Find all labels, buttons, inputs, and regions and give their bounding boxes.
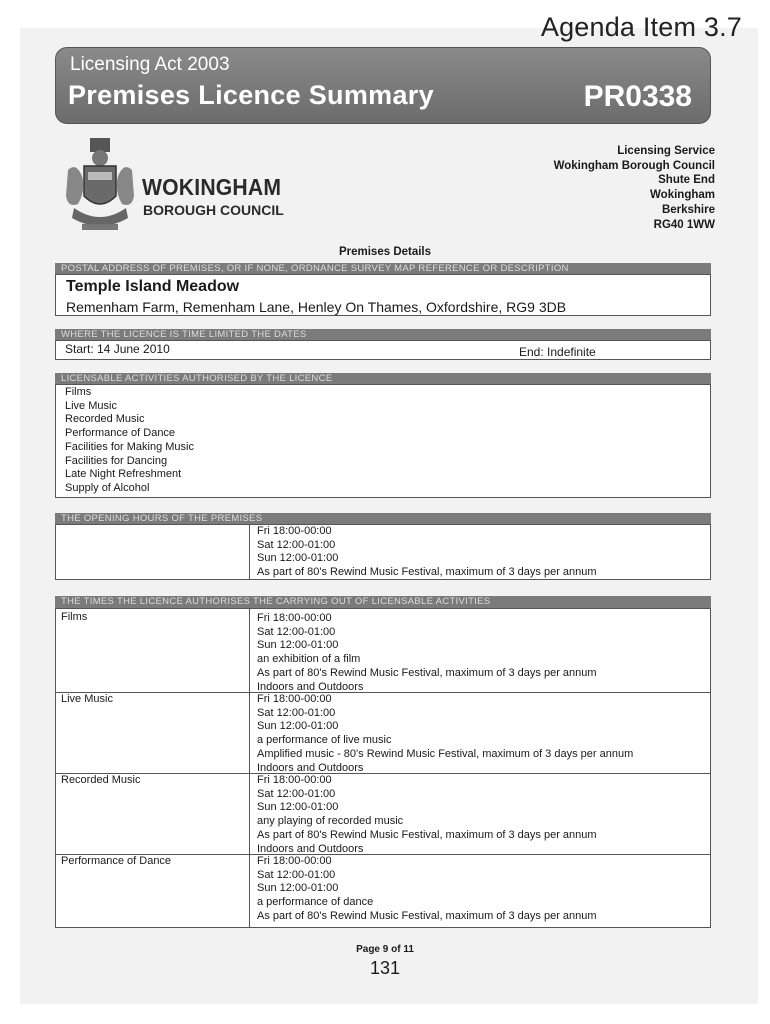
times-line: an exhibition of a film	[257, 653, 361, 666]
council-subname: BOROUGH COUNCIL	[143, 202, 284, 218]
premises-details-title: Premises Details	[338, 246, 432, 258]
times-line: As part of 80's Rewind Music Festival, maximum of 3 days per annum	[257, 666, 597, 679]
licence-reference: PR0338	[583, 80, 692, 113]
activity-times-header: THE TIMES THE LICENCE AUTHORISES THE CARRYING OUT OF LICENSABLE ACTIVITIES	[55, 596, 711, 608]
times-line: Sat 12:00-01:00	[257, 868, 336, 881]
council-address	[554, 144, 715, 232]
list-item: Live Music	[65, 399, 117, 412]
agenda-item-label: Agenda Item 3.7	[540, 12, 742, 42]
times-line: a performance of dance	[257, 896, 374, 909]
time-limited-header: WHERE THE LICENCE IS TIME LIMITED THE DATES	[55, 329, 711, 341]
activity-label: Recorded Music	[61, 774, 141, 786]
list-item: Facilities for Making Music	[65, 440, 194, 453]
times-line: a performance of live music	[257, 734, 392, 747]
times-line: Sun 12:00-01:00	[257, 639, 339, 652]
times-line: Fri 18:00-00:00	[257, 612, 332, 624]
address-line: RG40 1WW	[653, 218, 715, 231]
hours-line: Sat 12:00-01:00	[257, 538, 336, 551]
times-line: Fri 18:00-00:00	[257, 855, 332, 867]
activities-box	[55, 384, 711, 498]
times-line: Sat 12:00-01:00	[257, 706, 336, 719]
activity-label: Performance of Dance	[61, 855, 172, 867]
postal-address-header: POSTAL ADDRESS OF PREMISES, OR IF NONE, ORDNANCE SURVEY MAP REFERENCE OR DESCRIPTION	[55, 263, 711, 275]
banner-act: Licensing Act 2003	[70, 54, 230, 75]
address-line: Berkshire	[661, 203, 715, 216]
list-item: Recorded Music	[65, 413, 145, 426]
opening-hours-box	[55, 524, 711, 580]
activity-label: Films	[61, 611, 88, 623]
hours-line: As part of 80's Rewind Music Festival, maximum of 3 days per annum	[257, 566, 597, 579]
opening-hours-label-cell	[56, 525, 250, 579]
hours-line: Fri 18:00-00:00	[257, 525, 332, 537]
activities-list	[65, 386, 194, 496]
times-line: Indoors and Outdoors	[257, 680, 364, 693]
times-line: Sat 12:00-01:00	[257, 787, 336, 800]
council-name: WOKINGHAM	[142, 174, 282, 200]
activities-header: LICENSABLE ACTIVITIES AUTHORISED BY THE LICENCE	[55, 373, 711, 385]
times-line: As part of 80's Rewind Music Festival, maximum of 3 days per annum	[257, 909, 597, 922]
list-item: Films	[65, 386, 92, 398]
times-line: Fri 18:00-00:00	[257, 774, 332, 786]
licence-end-date: End: Indefinite	[519, 345, 596, 359]
postal-address-box	[55, 274, 711, 316]
time-limited-box	[55, 340, 711, 360]
list-item: Late Night Refreshment	[65, 468, 182, 481]
premises-name: Temple Island Meadow	[66, 278, 240, 295]
times-line: Amplified music - 80's Rewind Music Festival, maximum of 3 days per annum	[257, 747, 634, 760]
address-line: Wokingham Borough Council	[553, 159, 715, 172]
address-line: Wokingham	[650, 189, 715, 202]
council-logo	[60, 130, 290, 242]
list-item: Performance of Dance	[65, 427, 176, 440]
list-item: Facilities for Dancing	[65, 454, 168, 467]
activity-times-lines	[257, 855, 597, 924]
activity-times-lines	[257, 612, 597, 694]
activity-times-lines	[257, 693, 633, 775]
banner-title: Premises Licence Summary	[68, 80, 434, 110]
activity-times-lines	[257, 774, 597, 856]
opening-hours-header: THE OPENING HOURS OF THE PREMISES	[55, 513, 711, 525]
page-indicator: Page 9 of 11	[356, 944, 414, 955]
activity-label: Live Music	[61, 693, 113, 705]
address-line: Licensing Service	[617, 145, 715, 157]
page-number: 131	[369, 958, 401, 978]
address-line: Shute End	[658, 174, 715, 187]
times-line: Fri 18:00-00:00	[257, 693, 332, 705]
list-item: Supply of Alcohol	[65, 481, 150, 494]
coat-of-arms-icon	[60, 130, 140, 242]
times-line: Sun 12:00-01:00	[257, 720, 339, 733]
licence-banner	[55, 47, 711, 124]
times-line: any playing of recorded music	[257, 815, 404, 828]
activity-label-column	[56, 609, 250, 927]
times-line: Sun 12:00-01:00	[257, 801, 339, 814]
premises-address: Remenham Farm, Remenham Lane, Henley On Thames, Oxfordshire, RG9 3DB	[66, 299, 567, 315]
licence-start-date: Start: 14 June 2010	[65, 342, 170, 356]
opening-hours-lines	[257, 525, 597, 580]
activity-times-table	[55, 608, 711, 928]
times-line: As part of 80's Rewind Music Festival, maximum of 3 days per annum	[257, 828, 597, 841]
times-line: Indoors and Outdoors	[257, 761, 364, 774]
times-line: Indoors and Outdoors	[257, 842, 364, 855]
hours-line: Sun 12:00-01:00	[257, 552, 339, 565]
times-line: Sun 12:00-01:00	[257, 882, 339, 895]
times-line: Sat 12:00-01:00	[257, 625, 336, 638]
